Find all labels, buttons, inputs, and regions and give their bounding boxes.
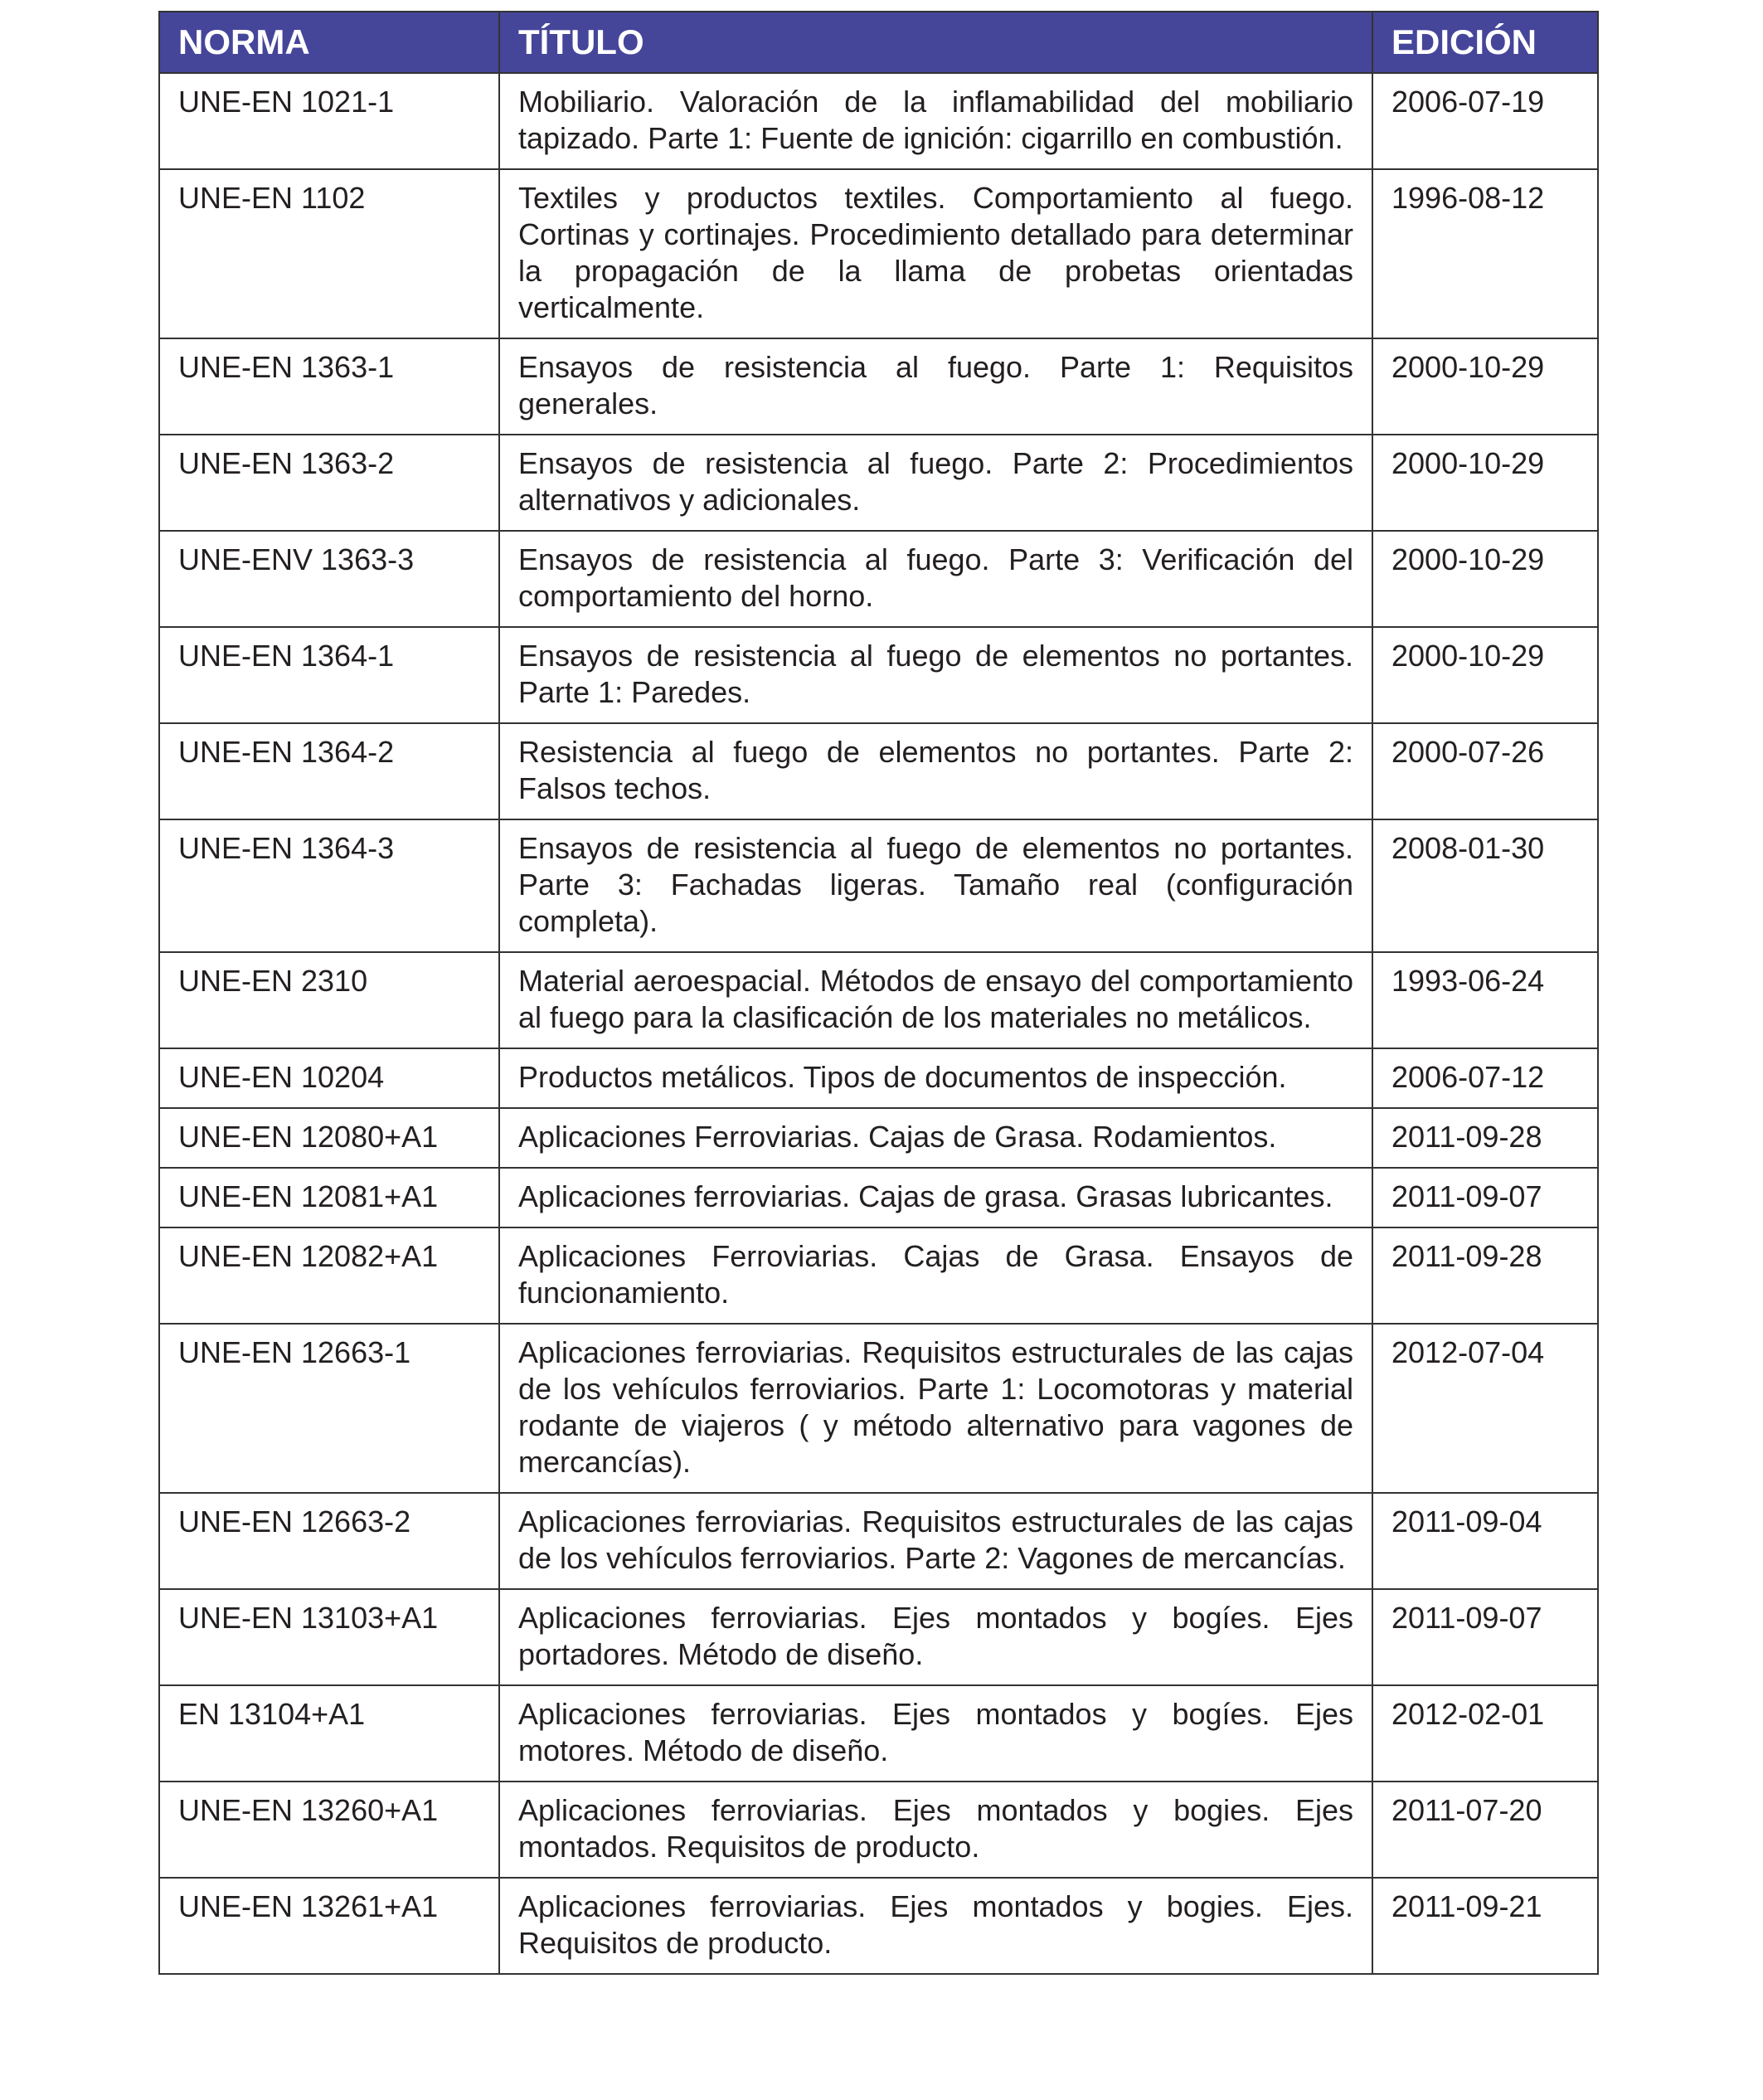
table-row: [159, 1227, 1598, 1324]
table-row: [159, 531, 1598, 627]
cell-titulo: Aplicaciones Ferroviarias. Cajas de Grasa. Ensayos de funcionamiento.: [499, 1227, 1372, 1324]
cell-titulo: Ensayos de resistencia al fuego de elementos no portantes. Parte 3: Fachadas ligeras. Tamaño real (configuración completa).: [499, 819, 1372, 952]
cell-edicion: 2000-10-29: [1372, 627, 1598, 723]
table-row: [159, 435, 1598, 531]
cell-edicion: 2012-02-01: [1372, 1685, 1598, 1782]
cell-titulo: Textiles y productos textiles. Comportamiento al fuego. Cortinas y cortinajes. Procedimiento detallado para determinar la propagación de la llama de probetas orientadas verticalmente.: [499, 169, 1372, 338]
table-row: [159, 1589, 1598, 1685]
table-row: [159, 1493, 1598, 1589]
cell-titulo: Ensayos de resistencia al fuego. Parte 1: Requisitos generales.: [499, 338, 1372, 435]
cell-norma: UNE-EN 13260+A1: [159, 1782, 499, 1878]
cell-norma: UNE-EN 1021-1: [159, 73, 499, 169]
cell-titulo: Ensayos de resistencia al fuego. Parte 3: Verificación del comportamiento del horno.: [499, 531, 1372, 627]
cell-edicion: 2000-10-29: [1372, 435, 1598, 531]
table-row: [159, 1782, 1598, 1878]
cell-titulo: Aplicaciones ferroviarias. Cajas de grasa. Grasas lubricantes.: [499, 1168, 1372, 1227]
cell-edicion: 1996-08-12: [1372, 169, 1598, 338]
cell-norma: UNE-EN 12082+A1: [159, 1227, 499, 1324]
cell-titulo: Aplicaciones Ferroviarias. Cajas de Grasa. Rodamientos.: [499, 1108, 1372, 1168]
table-row: [159, 1324, 1598, 1493]
cell-edicion: 2011-09-04: [1372, 1493, 1598, 1589]
cell-norma: UNE-EN 1364-2: [159, 723, 499, 819]
cell-edicion: 2011-09-07: [1372, 1589, 1598, 1685]
table-row: [159, 819, 1598, 952]
cell-titulo: Resistencia al fuego de elementos no portantes. Parte 2: Falsos techos.: [499, 723, 1372, 819]
cell-edicion: 2008-01-30: [1372, 819, 1598, 952]
table-row: [159, 73, 1598, 169]
cell-norma: UNE-ENV 1363-3: [159, 531, 499, 627]
cell-titulo: Aplicaciones ferroviarias. Requisitos estructurales de las cajas de los vehículos ferroviarios. Parte 1: Locomotoras y material rodante de viajeros ( y método alternativo para vagones de mercancías).: [499, 1324, 1372, 1493]
table-row: [159, 1878, 1598, 1974]
table-row: [159, 1168, 1598, 1227]
cell-norma: UNE-EN 10204: [159, 1048, 499, 1108]
header-titulo: TÍTULO: [499, 12, 1372, 73]
cell-edicion: 2000-10-29: [1372, 338, 1598, 435]
standards-table-container: [158, 11, 1597, 1975]
cell-norma: UNE-EN 1364-3: [159, 819, 499, 952]
cell-titulo: Ensayos de resistencia al fuego. Parte 2: Procedimientos alternativos y adicionales.: [499, 435, 1372, 531]
table-row: [159, 952, 1598, 1048]
cell-titulo: Aplicaciones ferroviarias. Requisitos estructurales de las cajas de los vehículos ferroviarios. Parte 2: Vagones de mercancías.: [499, 1493, 1372, 1589]
table-row: [159, 1048, 1598, 1108]
cell-norma: UNE-EN 13261+A1: [159, 1878, 499, 1974]
cell-titulo: Material aeroespacial. Métodos de ensayo del comportamiento al fuego para la clasificación de los materiales no metálicos.: [499, 952, 1372, 1048]
cell-norma: UNE-EN 12663-1: [159, 1324, 499, 1493]
cell-edicion: 2011-09-07: [1372, 1168, 1598, 1227]
cell-titulo: Ensayos de resistencia al fuego de elementos no portantes. Parte 1: Paredes.: [499, 627, 1372, 723]
table-row: [159, 723, 1598, 819]
header-edicion: EDICIÓN: [1372, 12, 1598, 73]
cell-norma: UNE-EN 1102: [159, 169, 499, 338]
table-row: [159, 338, 1598, 435]
cell-edicion: 2000-10-29: [1372, 531, 1598, 627]
cell-titulo: Mobiliario. Valoración de la inflamabilidad del mobiliario tapizado. Parte 1: Fuente de ignición: cigarrillo en combustión.: [499, 73, 1372, 169]
table-header: [159, 12, 1598, 73]
cell-norma: UNE-EN 13103+A1: [159, 1589, 499, 1685]
cell-edicion: 1993-06-24: [1372, 952, 1598, 1048]
cell-edicion: 2011-09-28: [1372, 1227, 1598, 1324]
cell-edicion: 2006-07-12: [1372, 1048, 1598, 1108]
cell-edicion: 2012-07-04: [1372, 1324, 1598, 1493]
cell-norma: UNE-EN 1363-1: [159, 338, 499, 435]
cell-norma: UNE-EN 1364-1: [159, 627, 499, 723]
cell-titulo: Aplicaciones ferroviarias. Ejes montados y bogíes. Ejes motores. Método de diseño.: [499, 1685, 1372, 1782]
cell-titulo: Aplicaciones ferroviarias. Ejes montados y bogies. Ejes montados. Requisitos de producto.: [499, 1782, 1372, 1878]
cell-edicion: 2011-09-21: [1372, 1878, 1598, 1974]
cell-titulo: Productos metálicos. Tipos de documentos de inspección.: [499, 1048, 1372, 1108]
table-body: [159, 73, 1598, 1974]
cell-edicion: 2000-07-26: [1372, 723, 1598, 819]
cell-edicion: 2011-07-20: [1372, 1782, 1598, 1878]
table-row: [159, 169, 1598, 338]
cell-titulo: Aplicaciones ferroviarias. Ejes montados y bogíes. Ejes portadores. Método de diseño.: [499, 1589, 1372, 1685]
table-row: [159, 1685, 1598, 1782]
cell-norma: UNE-EN 12081+A1: [159, 1168, 499, 1227]
cell-edicion: 2011-09-28: [1372, 1108, 1598, 1168]
cell-norma: UNE-EN 12080+A1: [159, 1108, 499, 1168]
cell-norma: UNE-EN 1363-2: [159, 435, 499, 531]
cell-norma: UNE-EN 2310: [159, 952, 499, 1048]
table-row: [159, 627, 1598, 723]
standards-table: [158, 11, 1599, 1975]
header-norma: NORMA: [159, 12, 499, 73]
cell-norma: EN 13104+A1: [159, 1685, 499, 1782]
table-row: [159, 1108, 1598, 1168]
cell-edicion: 2006-07-19: [1372, 73, 1598, 169]
header-row: [159, 12, 1598, 73]
cell-norma: UNE-EN 12663-2: [159, 1493, 499, 1589]
cell-titulo: Aplicaciones ferroviarias. Ejes montados y bogies. Ejes. Requisitos de producto.: [499, 1878, 1372, 1974]
